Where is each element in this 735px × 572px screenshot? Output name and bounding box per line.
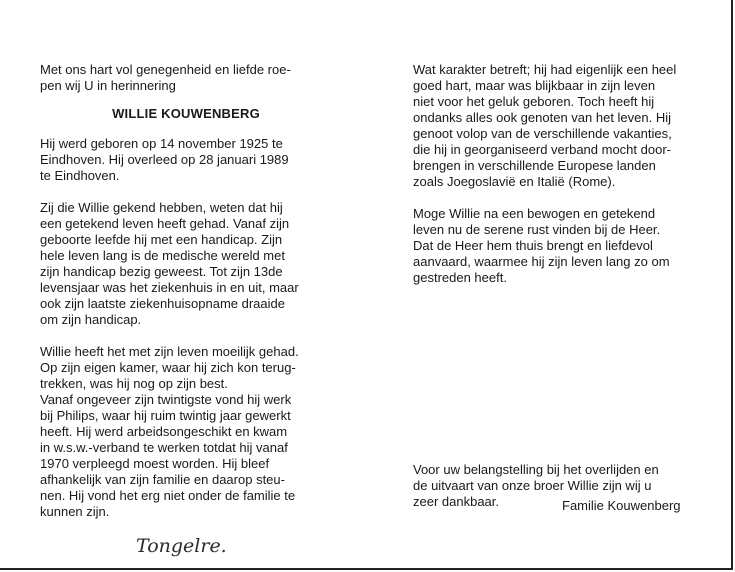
left-column: [40, 62, 332, 536]
handwritten-place-note: [134, 528, 234, 564]
life-paragraph: Zij die Willie gekend hebben, weten dat hij een getekend leven heeft gehad. Vanaf zijn geboorte leefde hij met een handicap. Zijn hele leven lang is de medische wereld met zijn handicap bezig geweest. Tot zijn 13de levensjaar was het ziekenhuis in en uit, maar ook zijn laatste ziekenhuisopname draaide om zijn handicap.: [40, 200, 299, 327]
work-paragraph: Willie heeft het met zijn leven moeilijk gehad. Op zijn eigen kamer, waar hij zich kon terug- trekken, was hij nog op zijn best. Vanaf ongeveer zijn twintigste vond hij werk bij Philips, waar hij ruim twintig jaar gewerkt heeft. Hij werd arbeidsongeschikt en kwam in w.s.w.-verband te werken totdat hij vanaf 1970 verpleegd moest worden. Hij bleef afhankelijk van zijn familie en daarop steu- nen. Hij vond het erg niet onder de familie te kunnen zijn.: [40, 344, 299, 519]
right-column: [413, 62, 695, 302]
birth-death-paragraph: Hij werd geboren op 14 november 1925 te Eindhoven. Hij overleed op 28 januari 1989 te Eindhoven.: [40, 136, 289, 183]
family-signature: Familie Kouwenberg: [562, 498, 681, 513]
prayer-paragraph: Moge Willie na een bewogen en getekend leven nu de serene rust vinden bij de Heer. Dat de Heer hem thuis brengt en liefdevol aanvaard, waarmee hij zijn leven lang zo om gestreden heeft.: [413, 206, 670, 285]
handwritten-note-text: Tongelre.: [136, 535, 227, 557]
character-paragraph: Wat karakter betreft; hij had eigenlijk een heel goed hart, maar was blijkbaar in zijn leven niet voor het geluk geboren. Toch heeft hij ondanks alles ook genoten van het leven. Hij genoot volop van de verschillende vakanties, die hij in georganiseerd verband mocht door- brengen in verschillende Europese landen zoals Joegoslavië en Italië (Rome).: [413, 62, 677, 189]
intro-text: Met ons hart vol genegenheid en liefde roe- pen wij U in herinnering: [40, 62, 291, 93]
thanks-paragraph: Voor uw belangstelling bij het overlijden en de uitvaart van onze broer Willie zijn wij u zeer dankbaar.: [413, 462, 659, 509]
deceased-name: WILLIE KOUWENBERG: [112, 106, 260, 121]
